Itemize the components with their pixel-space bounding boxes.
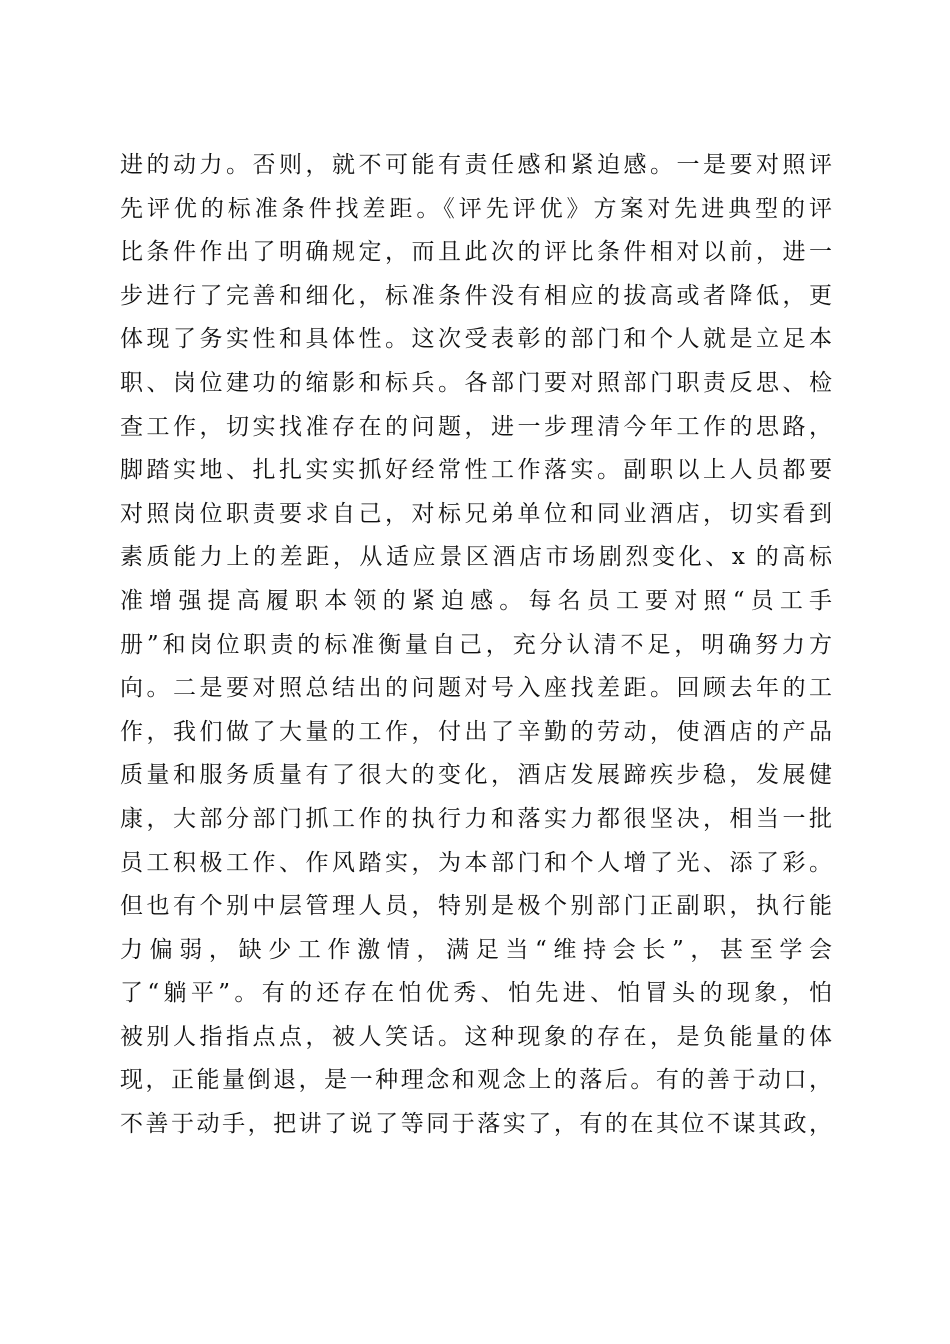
text-line: 查工作，切实找准存在的问题，进一步理清今年工作的思路， bbox=[120, 413, 832, 440]
text-line: 步进行了完善和细化，标准条件没有相应的拔高或者降低，更 bbox=[120, 282, 832, 309]
text-line: 不善于动手，把讲了说了等同于落实了，有的在其位不谋其政， bbox=[120, 1111, 832, 1138]
text-line: 质量和服务质量有了很大的变化，酒店发展蹄疾步稳，发展健 bbox=[120, 762, 832, 789]
text-line: 脚踏实地、扎扎实实抓好经常性工作落实。副职以上人员都要 bbox=[120, 457, 832, 484]
text-line: 进的动力。否则，就不可能有责任感和紧迫感。一是要对照评 bbox=[120, 152, 832, 178]
text-line: 职、岗位建功的缩影和标兵。各部门要对照部门职责反思、检 bbox=[120, 369, 832, 396]
text-line: 员工积极工作、作风踏实，为本部门和个人增了光、添了彩。 bbox=[120, 849, 832, 876]
text-line: 向。二是要对照总结出的问题对号入座找差距。回顾去年的工 bbox=[120, 675, 832, 702]
text-line: 素质能力上的差距，从适应景区酒店市场剧烈变化、x 的高标 bbox=[120, 544, 832, 571]
text-line: 对照岗位职责要求自己，对标兄弟单位和同业酒店，切实看到 bbox=[120, 500, 832, 527]
text-line: 作，我们做了大量的工作，付出了辛勤的劳动，使酒店的产品 bbox=[120, 718, 832, 745]
body-text bbox=[120, 144, 832, 1147]
text-line: 先评优的标准条件找差距。《评先评优》方案对先进典型的评 bbox=[120, 195, 832, 222]
text-line: 被别人指指点点，被人笑话。这种现象的存在，是负能量的体 bbox=[120, 1023, 832, 1050]
text-line: 准增强提高履职本领的紧迫感。每名员工要对照“员工手 bbox=[120, 587, 832, 614]
text-line: 体现了务实性和具体性。这次受表彰的部门和个人就是立足本 bbox=[120, 326, 832, 353]
text-line: 现，正能量倒退，是一种理念和观念上的落后。有的善于动口， bbox=[120, 1067, 832, 1094]
text-line: 比条件作出了明确规定，而且此次的评比条件相对以前，进一 bbox=[120, 239, 832, 266]
text-line: 但也有个别中层管理人员，特别是极个别部门正副职，执行能 bbox=[120, 893, 832, 920]
text-line: 康，大部分部门抓工作的执行力和落实力都很坚决，相当一批 bbox=[120, 805, 832, 832]
text-line: 了“躺平”。有的还存在怕优秀、怕先进、怕冒头的现象，怕 bbox=[120, 980, 832, 1007]
text-line: 册”和岗位职责的标准衡量自己，充分认清不足，明确努力方 bbox=[120, 631, 832, 658]
text-line: 力偏弱，缺少工作激情，满足当“维持会长”，甚至学会 bbox=[120, 936, 832, 963]
